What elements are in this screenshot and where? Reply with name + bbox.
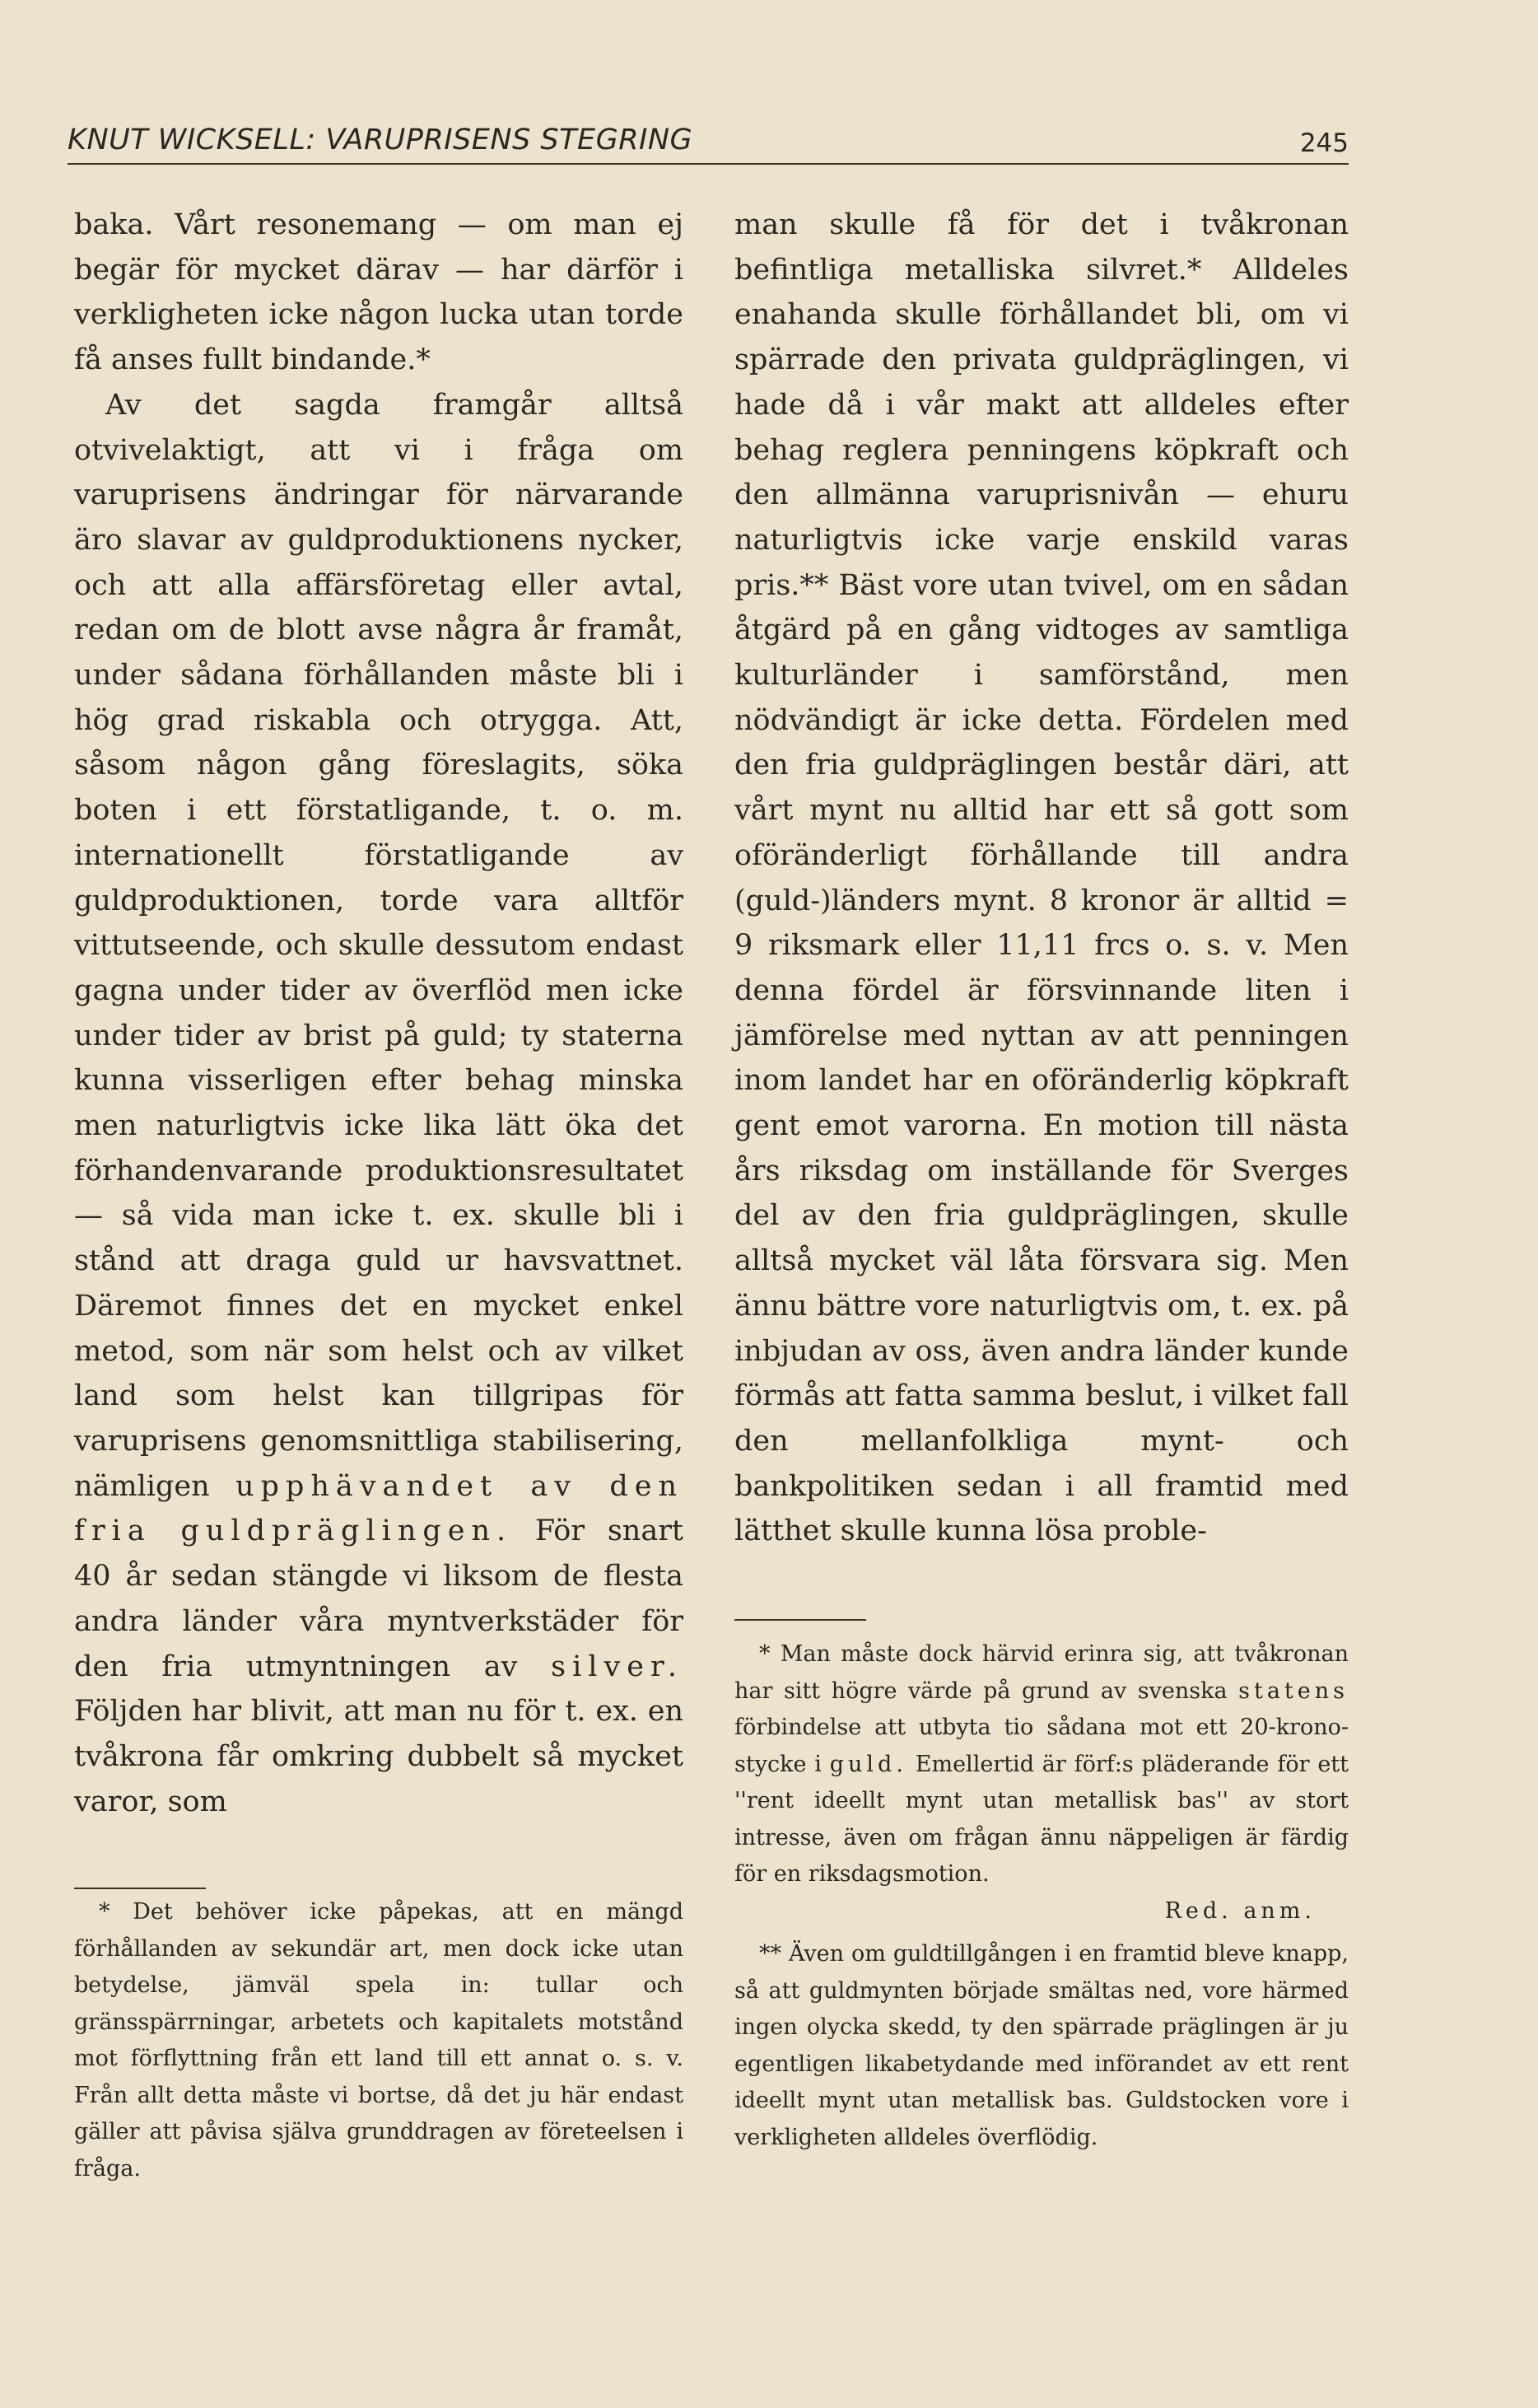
left-paragraph-2 <box>74 383 683 1825</box>
left-footnotes <box>74 1894 683 2187</box>
right-footnote-2: ** Även om guldtillgången i en framtid bleve knapp, så att guldmynten började smältas ned, vore härmed ingen olycka skedd, ty den spärrade präglingen är ju egentligen likabetydande med införandet av ett rent ideellt mynt utan metallisk bas. Guldstocken vore i verkligheten alldeles överflödig. <box>734 1941 1349 2150</box>
right-footnote-1-emphasis: statens <box>1238 1678 1349 1704</box>
left-paragraph-2-a: Av det sagda framgår alltså otvivelaktigt, att vi i fråga om varuprisens ändringar för närvarande äro slavar av guldproduktionens nycker, och att alla affärsföretag eller avtal, redan om de blott avse några år framåt, under sådana förhållanden måste bli i hög grad riskabla och otrygga. Att, såsom någon gång föreslagits, söka boten i ett förstatligande, t. o. m. internationellt förstatligande av guldproduktionen, torde vara alltför vittutseende, och skulle dessutom endast gagna under tider av överflöd men icke under tider av brist på guld; ty staterna kunna visserligen efter behag minska men naturligtvis icke lika lätt öka det förhandenvarande produktionsresultatet — så vida man icke t. ex. skulle bli i stånd att draga guld ur havsvattnet. Däremot finnes det en mycket enkel metod, som när som helst och av vilket land som helst kan tillgripas för varuprisens genomsnittliga stabilisering, nämligen <box>74 388 683 1503</box>
right-footnote-1-c: Emellertid är förf:s pläderande för ett ''rent ideellt mynt utan metallisk bas'' av stort intresse, även om frågan ännu näppeligen är färdig för en riksdagsmotion. <box>734 1751 1349 1887</box>
right-footnote-1 <box>734 1636 1349 1893</box>
right-footnote-rule <box>734 1619 866 1621</box>
editor-note-signature: Red. anm. <box>1164 1897 1316 1924</box>
right-column <box>734 203 1349 1554</box>
right-paragraph-1: man skulle få för det i tvåkronan befintliga metalliska silvret.* Alldeles enahanda skulle förhållandet bli, om vi spärrade den privata guldpräglingen, vi hade då i vår makt att alldeles efter behag reglera penningens köpkraft och den allmänna varuprisnivån — ehuru naturligtvis icke varje enskild varas pris.** Bäst vore utan tvivel, om en sådan åtgärd på en gång vidtoges av samtliga kulturländer i samförstånd, men nödvändigt är icke detta. Fördelen med den fria guldpräglingen består däri, att vårt mynt nu alltid har ett så gott som oföränderligt förhållande till andra (guld-)länders mynt. 8 kronor är alltid = 9 riksmark eller 11,11 frcs o. s. v. Men denna fördel är försvinnande liten i jämförelse med nyttan av att penningen inom landet har en oföränderlig köpkraft gent emot varorna. En motion till nästa års riksdag om inställande för Sverges del av den fria guldpräglingen, skulle alltså mycket väl låta försvara sig. Men ännu bättre vore naturligtvis om, t. ex. på inbjudan av oss, även andra länder kunde förmås att fatta samma beslut, i vilket fall den mellanfolkliga mynt- och bankpolitiken sedan i all framtid med lätthet skulle kunna lösa proble- <box>734 208 1349 1548</box>
left-paragraph-2-b: För snart 40 år sedan stängde vi liksom de flesta andra länder våra myntverkstäder för den fria utmyntningen av <box>74 1514 683 1683</box>
left-paragraph-2-c: Följden har blivit, att man nu för t. ex. en tvåkrona får omkring dubbelt så mycket varor, som <box>74 1695 683 1818</box>
right-footnotes <box>734 1636 1349 2156</box>
left-paragraph-1: baka. Vårt resonemang — om man ej begär för mycket därav — har därför i verkligheten icke någon lucka utan torde få anses fullt bindande.* <box>74 208 683 377</box>
left-footnote-rule <box>74 1888 206 1889</box>
left-paragraph-2-emphasis-2: silver. <box>551 1650 683 1683</box>
header-title: KNUT WICKSELL: VARUPRISENS STEGRING <box>68 124 693 156</box>
left-column <box>74 203 683 1824</box>
left-footnote: * Det behöver icke påpekas, att en mängd förhållanden av sekundär art, men dock icke utan betydelse, jämväl spela in: tullar och gränsspärrningar, arbetets och kapitalets motstånd mot förflyttning från ett land till ett annat o. s. v. Från allt detta måste vi bortse, då det ju här endast gäller att påvisa själva grunddragen av företeelsen i fråga. <box>74 1899 683 2182</box>
right-footnote-1-a: * Man måste dock härvid erinra sig, att tvåkronan har sitt högre värde på grund av svenska <box>734 1641 1349 1704</box>
right-footnote-1-b: förbindelse att utbyta tio sådana mot ett 20-krono-stycke i <box>734 1715 1349 1777</box>
running-header <box>68 115 1349 165</box>
left-paragraph-2-emphasis: upphävandet av den fria guldpräglingen. <box>74 1469 683 1548</box>
page-number: 245 <box>1299 128 1349 158</box>
right-footnote-1-emphasis-2: guld. <box>829 1751 907 1777</box>
